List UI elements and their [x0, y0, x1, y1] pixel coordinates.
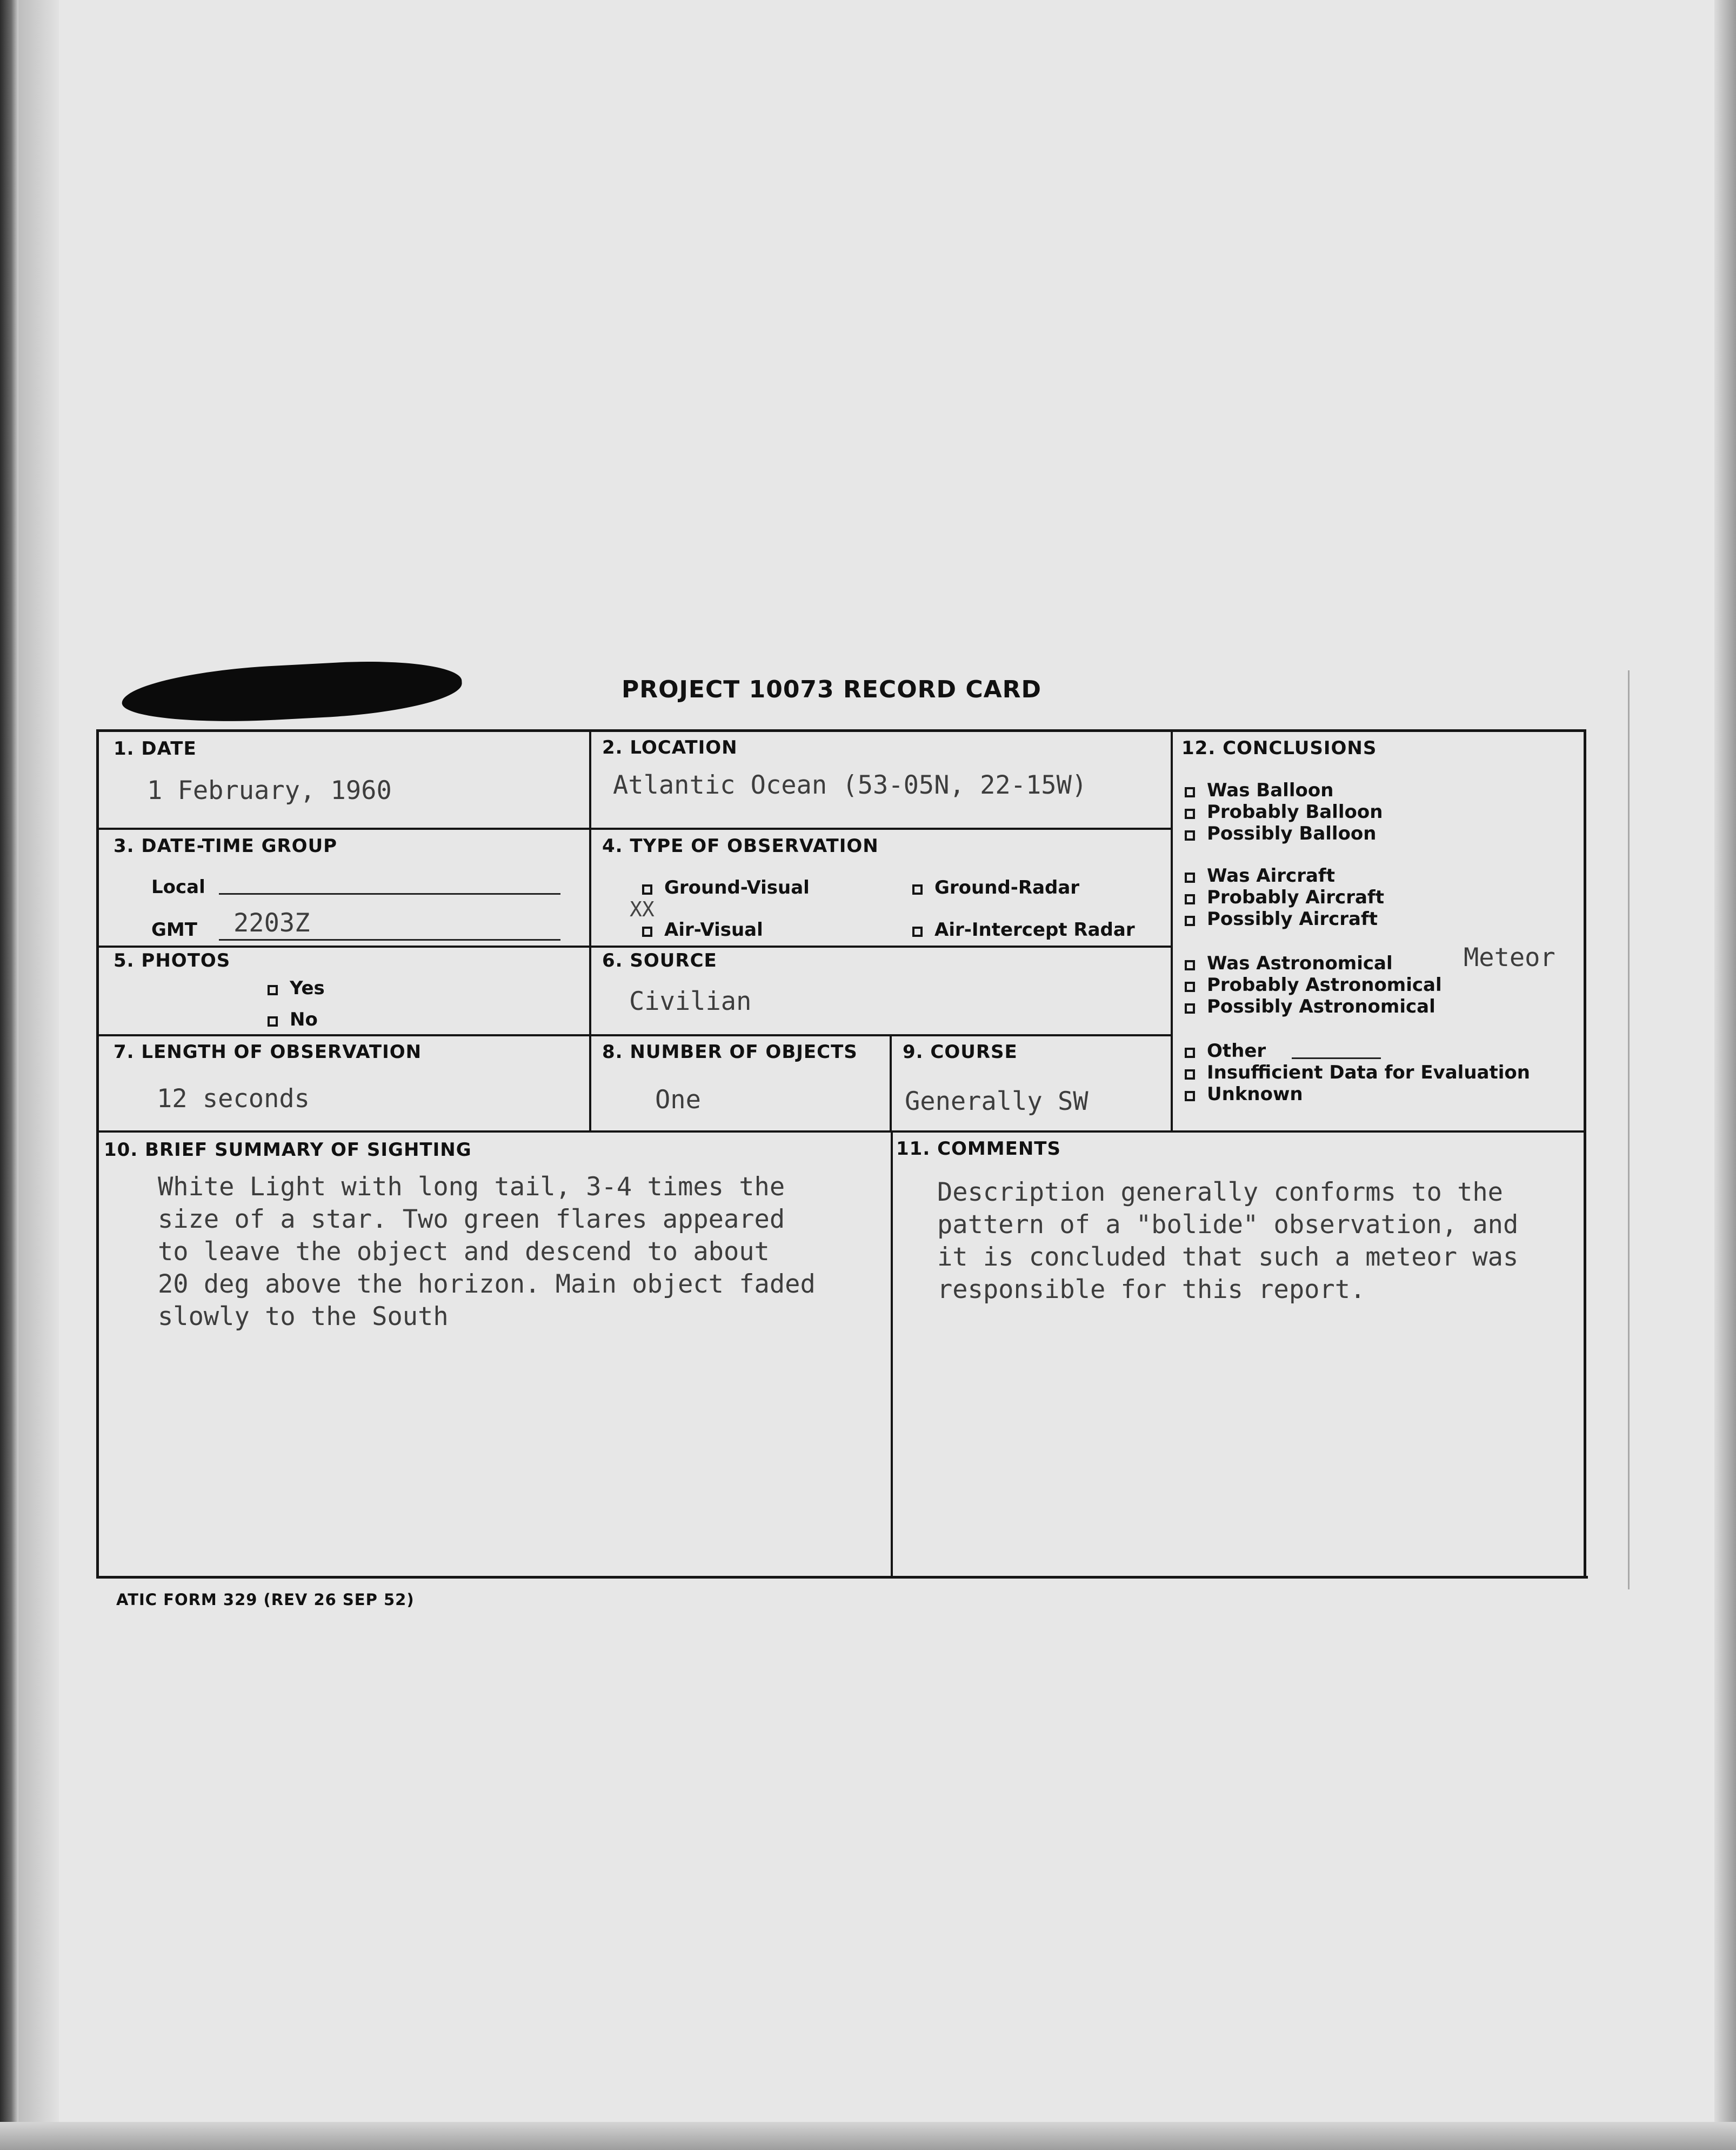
astronomical-note: Meteor — [1464, 943, 1555, 973]
conclusion-possibly-astronomical[interactable]: Possibly Astronomical — [1185, 996, 1435, 1017]
gmt-time-line — [219, 939, 560, 941]
source-value: Civilian — [629, 987, 752, 1016]
form-footer: ATIC FORM 329 (REV 26 SEP 52) — [116, 1590, 415, 1609]
summary-line: slowly to the South — [158, 1302, 449, 1332]
gmt-label: GMT — [151, 919, 197, 941]
comments-line: responsible for this report. — [937, 1275, 1366, 1304]
film-edge-bottom — [0, 2122, 1736, 2150]
local-time-line — [219, 893, 560, 895]
conclusion-probably-aircraft[interactable]: Probably Aircraft — [1185, 887, 1384, 908]
number-of-objects-label: 8. NUMBER OF OBJECTS — [602, 1041, 858, 1063]
date-label: 1. DATE — [113, 738, 197, 760]
checkbox[interactable] — [1185, 830, 1195, 841]
conclusion-was-balloon[interactable]: Was Balloon — [1185, 780, 1333, 801]
conclusion-other[interactable]: Other — [1185, 1040, 1266, 1062]
option-air-intercept-radar[interactable]: Air-Intercept Radar — [912, 919, 1135, 941]
checkbox[interactable] — [1185, 960, 1195, 970]
conclusion-unknown[interactable]: Unknown — [1185, 1083, 1303, 1105]
summary-line: size of a star. Two green flares appeared — [158, 1204, 785, 1234]
conclusion-was-astronomical[interactable]: Was Astronomical — [1185, 953, 1393, 974]
checkbox[interactable] — [1185, 1048, 1195, 1058]
gmt-value: 2203Z — [233, 908, 310, 938]
comments-line: Description generally conforms to the — [937, 1177, 1503, 1207]
location-value: Atlantic Ocean (53-05N, 22-15W) — [613, 770, 1087, 800]
comments-label: 11. COMMENTS — [896, 1138, 1061, 1160]
card-title: PROJECT 10073 RECORD CARD — [622, 676, 1042, 703]
film-edge-left — [0, 0, 18, 2150]
conclusions-label: 12. CONCLUSIONS — [1181, 737, 1377, 759]
source-label: 6. SOURCE — [602, 950, 717, 971]
comments-line: pattern of a "bolide" observation, and — [937, 1210, 1519, 1240]
comments-line: it is concluded that such a meteor was — [937, 1242, 1519, 1272]
checkbox[interactable] — [1185, 873, 1195, 883]
summary-text — [158, 1171, 816, 1333]
checkbox[interactable] — [268, 1016, 278, 1027]
summary-label: 10. BRIEF SUMMARY OF SIGHTING — [104, 1139, 472, 1161]
conclusion-possibly-balloon[interactable]: Possibly Balloon — [1185, 823, 1377, 844]
option-ground-radar[interactable]: Ground-Radar — [912, 877, 1079, 898]
course-value: Generally SW — [905, 1087, 1089, 1116]
option-air-visual[interactable]: Air-Visual — [642, 919, 763, 941]
photos-option-no[interactable]: No — [268, 1009, 318, 1030]
length-of-observation-value: 12 seconds — [157, 1084, 310, 1114]
checkbox[interactable] — [912, 884, 923, 895]
air-visual-check-mark: XX — [630, 897, 655, 921]
card-edge-line — [1628, 670, 1630, 1589]
course-label: 9. COURSE — [903, 1041, 1018, 1063]
length-of-observation-label: 7. LENGTH OF OBSERVATION — [113, 1041, 422, 1063]
location-label: 2. LOCATION — [602, 737, 738, 758]
summary-line: to leave the object and descend to about — [158, 1237, 770, 1267]
film-edge-shadow — [18, 0, 59, 2150]
conclusion-probably-balloon[interactable]: Probably Balloon — [1185, 801, 1383, 823]
date-time-group-label: 3. DATE-TIME GROUP — [113, 835, 338, 857]
checkbox[interactable] — [1185, 982, 1195, 992]
checkbox[interactable] — [1185, 1003, 1195, 1014]
redaction-mark — [121, 656, 463, 728]
checkbox[interactable] — [1185, 916, 1195, 926]
conclusion-was-aircraft[interactable]: Was Aircraft — [1185, 865, 1335, 887]
observation-type-label: 4. TYPE OF OBSERVATION — [602, 835, 879, 857]
summary-line: White Light with long tail, 3-4 times the — [158, 1172, 785, 1202]
number-of-objects-value: One — [655, 1085, 701, 1115]
checkbox[interactable] — [642, 884, 652, 895]
conclusion-possibly-aircraft[interactable]: Possibly Aircraft — [1185, 908, 1378, 930]
photos-label: 5. PHOTOS — [113, 950, 231, 971]
date-value: 1 February, 1960 — [147, 776, 392, 806]
checkbox[interactable] — [1185, 1091, 1195, 1101]
comments-text — [937, 1176, 1518, 1306]
checkbox[interactable] — [1185, 787, 1195, 797]
option-ground-visual[interactable]: Ground-Visual — [642, 877, 810, 898]
conclusion-probably-astronomical[interactable]: Probably Astronomical — [1185, 974, 1442, 996]
checkbox[interactable] — [912, 927, 923, 937]
checkbox[interactable] — [642, 927, 652, 937]
film-edge-right — [1714, 0, 1736, 2150]
photos-option-yes[interactable]: Yes — [268, 977, 325, 999]
other-underline — [1292, 1057, 1381, 1059]
conclusion-insufficient-data[interactable]: Insufficient Data for Evaluation — [1185, 1062, 1530, 1083]
checkbox[interactable] — [1185, 809, 1195, 819]
checkbox[interactable] — [268, 985, 278, 995]
checkbox[interactable] — [1185, 1069, 1195, 1080]
local-time-label: Local — [151, 876, 205, 898]
summary-line: 20 deg above the horizon. Main object faded — [158, 1269, 816, 1299]
checkbox[interactable] — [1185, 894, 1195, 904]
